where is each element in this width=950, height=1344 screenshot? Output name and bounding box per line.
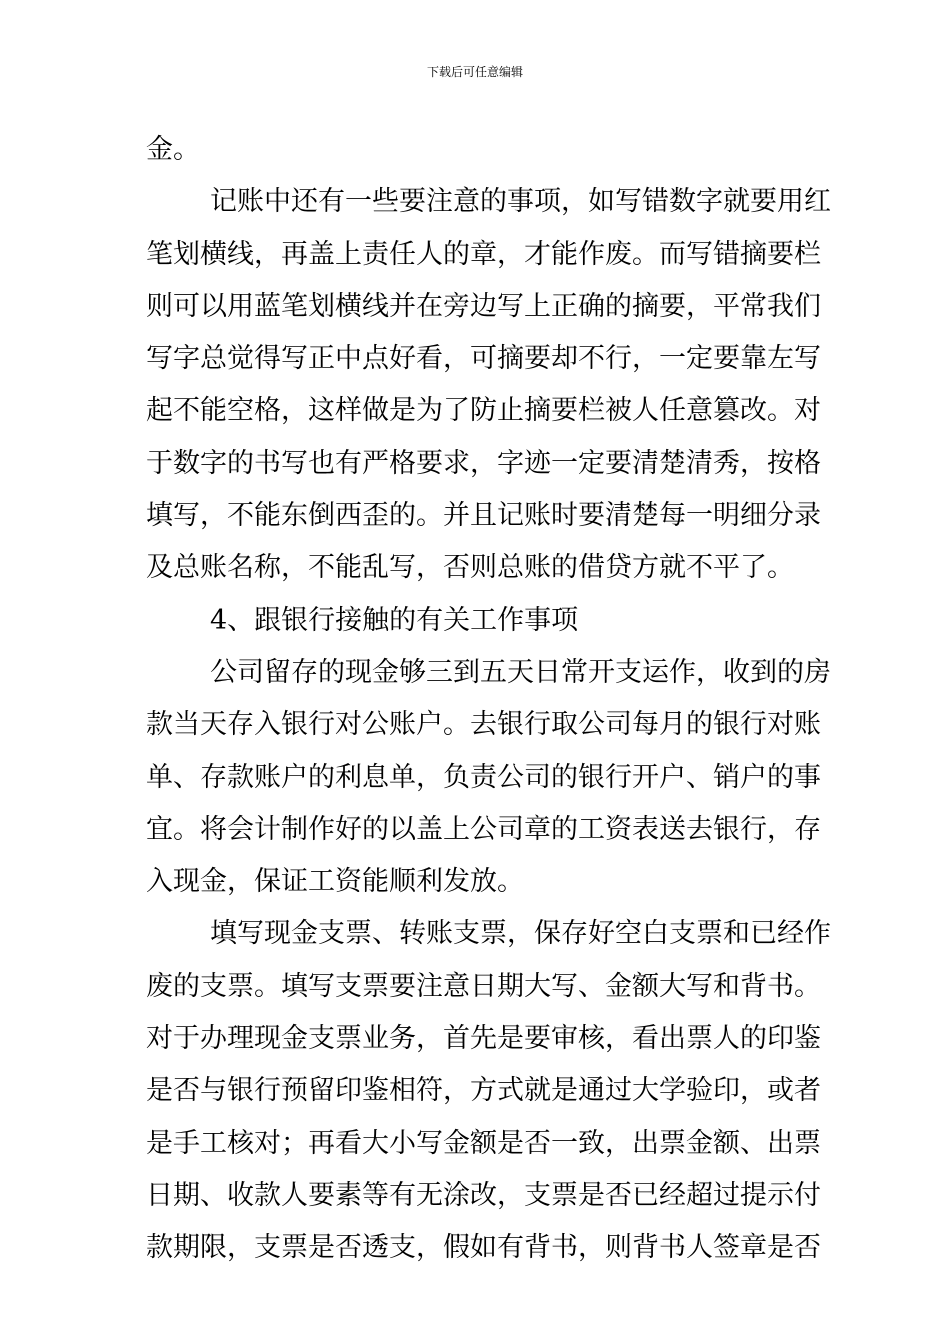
text-line: 金。 bbox=[146, 134, 200, 165]
text-line: 笔划横线，再盖上责任人的章，才能作废。而写错摘要栏 bbox=[146, 238, 821, 270]
text-line: 入现金，保证工资能顺利发放。 bbox=[146, 866, 524, 898]
text-line: 填写，不能东倒西歪的。并且记账时要清楚每一明细分录 bbox=[146, 500, 821, 532]
text-line: 日期、收款人要素等有无涂改，支票是否已经超过提示付 bbox=[146, 1179, 821, 1211]
text-line: 填写现金支票、转账支票，保存好空白支票和已经作 bbox=[210, 918, 831, 950]
text-line: 是否与银行预留印鉴相符，方式就是通过大学验印，或者 bbox=[146, 1075, 821, 1107]
text-line: 及总账名称，不能乱写，否则总账的借贷方就不平了。 bbox=[146, 552, 794, 584]
text-line: 则可以用蓝笔划横线并在旁边写上正确的摘要，平常我们 bbox=[146, 290, 821, 322]
text-line: 单、存款账户的利息单，负责公司的银行开户、销户的事 bbox=[146, 761, 821, 793]
section-heading: 4、跟银行接触的有关工作事项 bbox=[210, 604, 579, 636]
page-header: 下载后可任意编辑 bbox=[426, 65, 523, 79]
text-line: 款期限，支票是否透支，假如有背书，则背书人签章是否 bbox=[146, 1232, 821, 1264]
text-line: 是手工核对；再看大小写金额是否一致，出票金额、出票 bbox=[146, 1127, 821, 1159]
text-line: 对于办理现金支票业务，首先是要审核，看出票人的印鉴 bbox=[146, 1023, 821, 1055]
text-line: 宜。将会计制作好的以盖上公司章的工资表送去银行，存 bbox=[146, 813, 821, 845]
text-line: 公司留存的现金够三到五天日常开支运作，收到的房 bbox=[210, 656, 831, 688]
text-line: 废的支票。填写支票要注意日期大写、金额大写和背书。 bbox=[146, 970, 821, 1002]
text-line: 起不能空格，这样做是为了防止摘要栏被人任意篡改。对 bbox=[146, 395, 821, 427]
text-line: 写字总觉得写正中点好看，可摘要却不行，一定要靠左写 bbox=[146, 343, 821, 375]
text-line: 于数字的书写也有严格要求，字迹一定要清楚清秀，按格 bbox=[146, 447, 821, 479]
text-line: 款当天存入银行对公账户。去银行取公司每月的银行对账 bbox=[146, 709, 821, 741]
body-text bbox=[146, 124, 831, 1275]
text-line: 记账中还有一些要注意的事项，如写错数字就要用红 bbox=[210, 186, 831, 218]
